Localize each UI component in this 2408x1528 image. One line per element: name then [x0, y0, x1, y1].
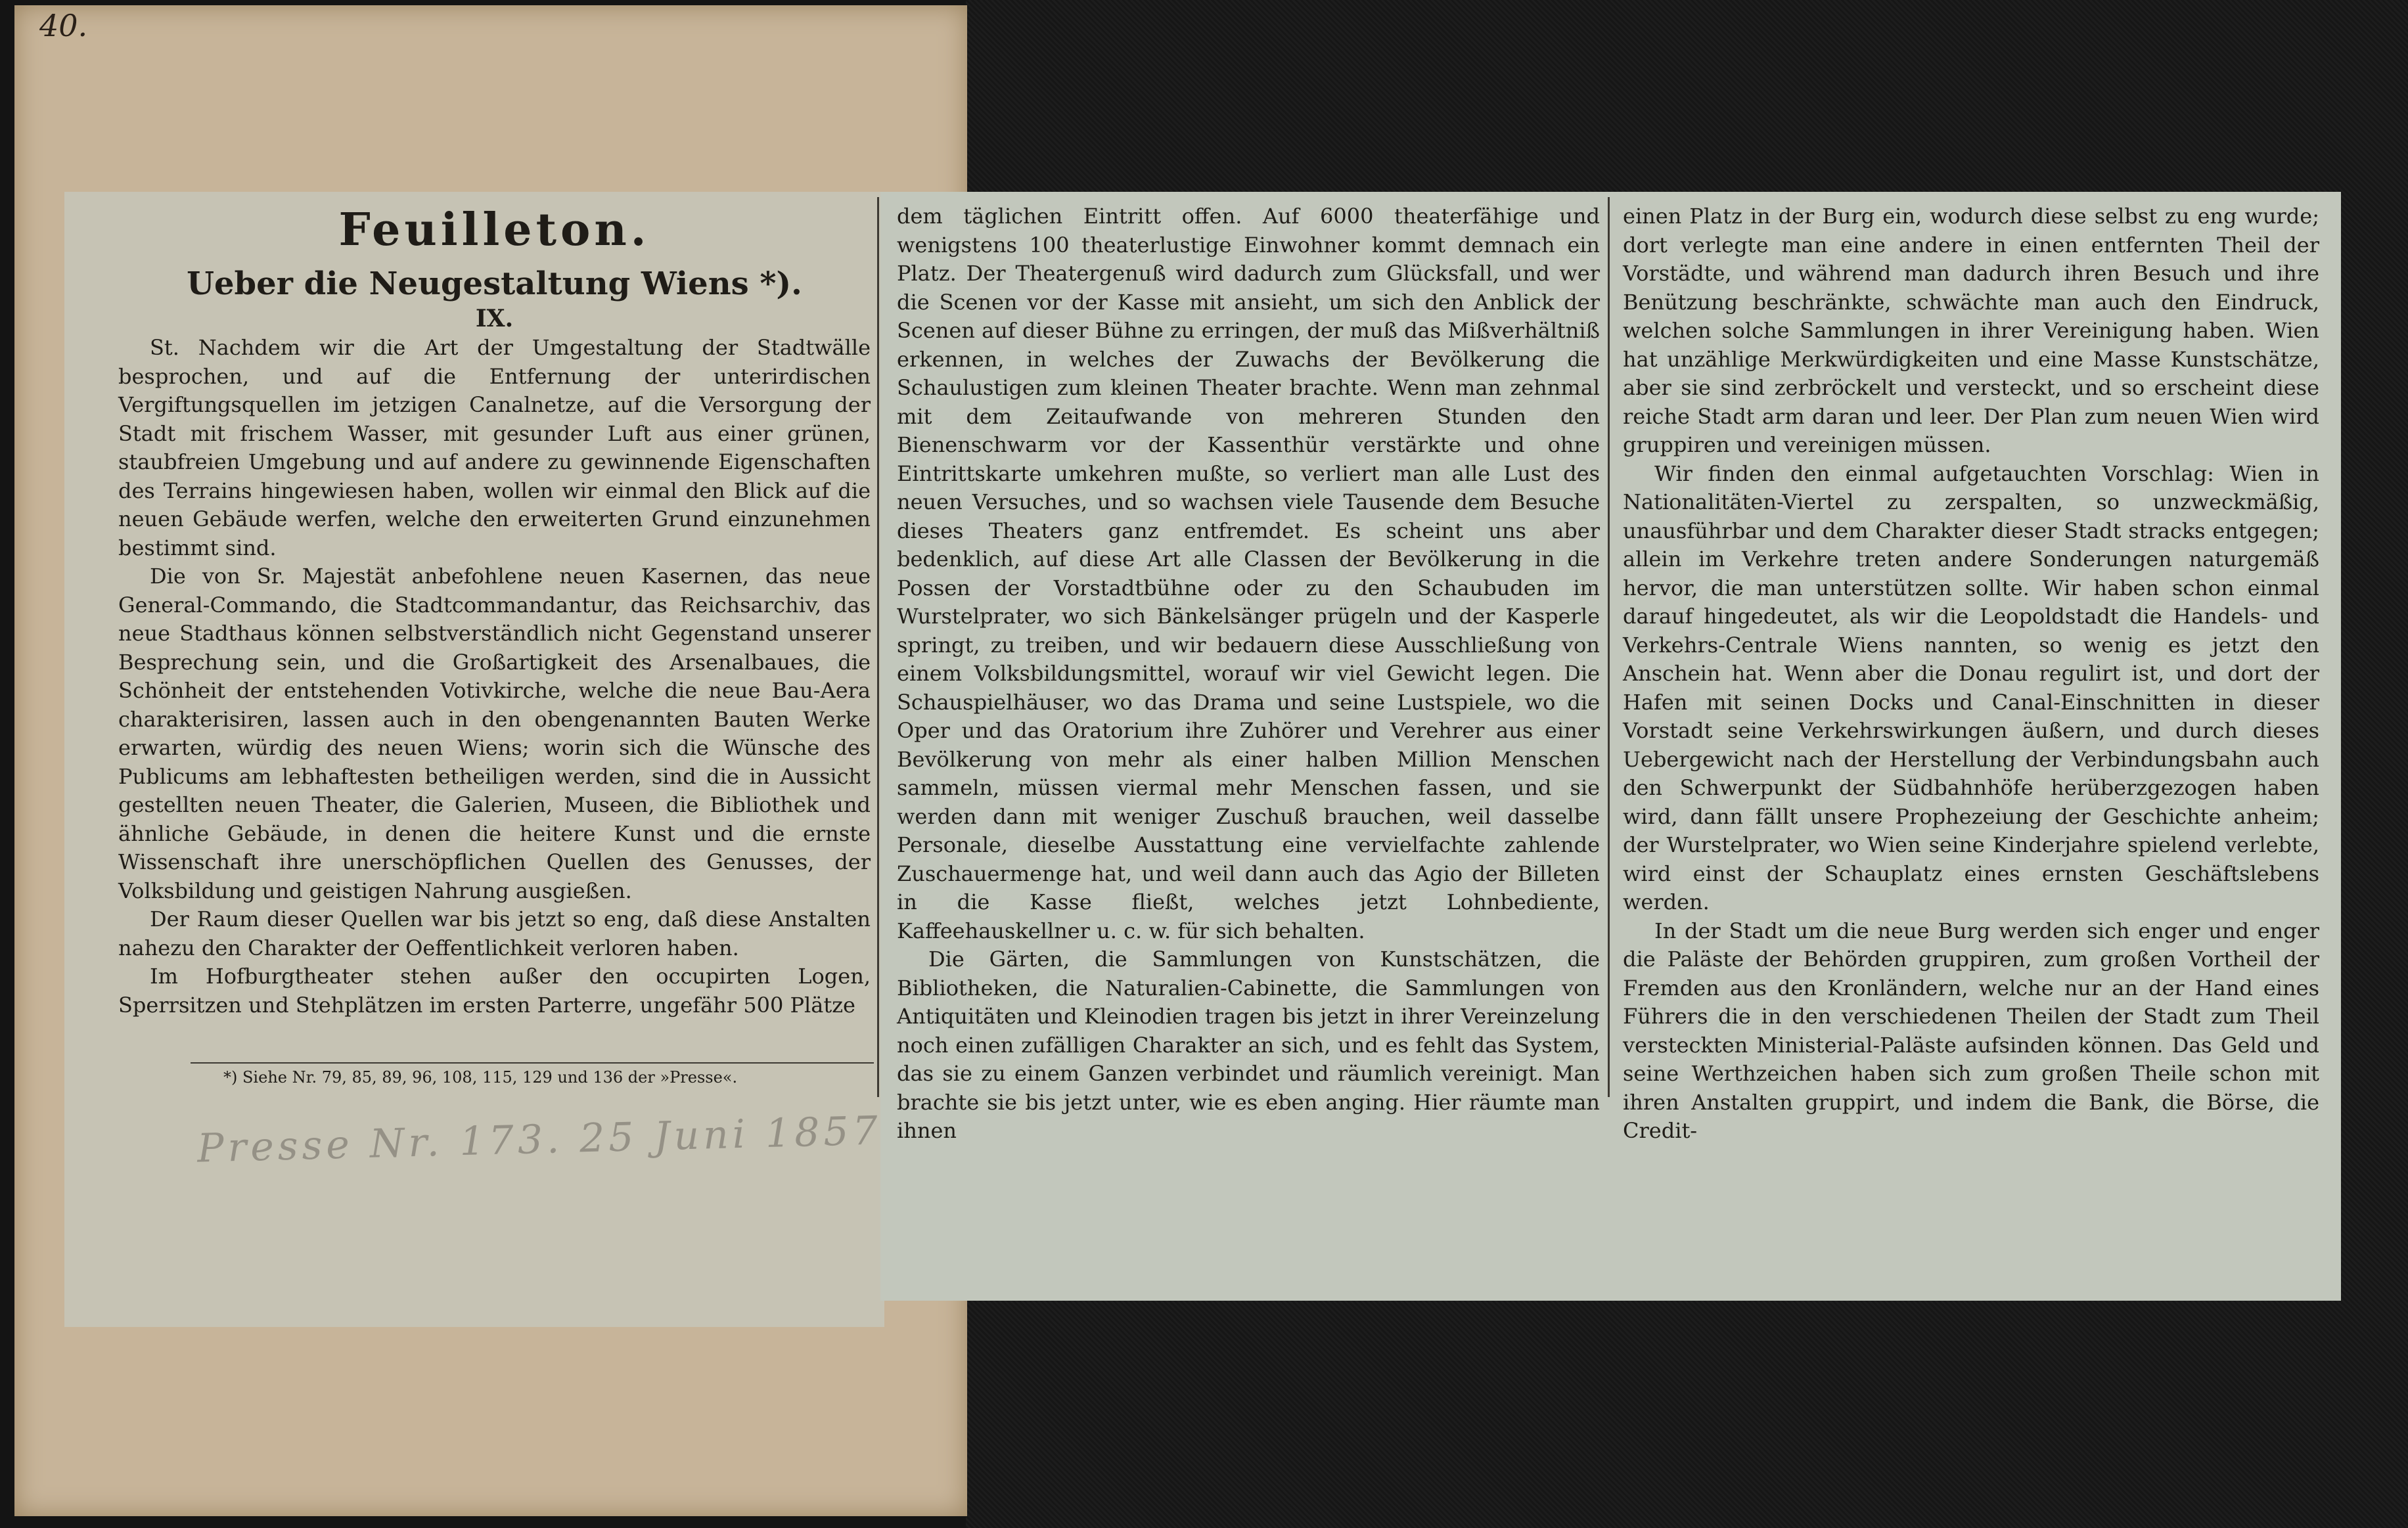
paragraph: dem täglichen Eintritt offen. Auf 6000 theaterfähige und wenigstens 100 theaterlustige Einwohner kommt demnach ein Platz. Der Theatergenuß wird dadurch zum Glücksfall, und wer die Scenen vor der Kasse mit ansieht, um sich den Anblick der Scenen auf dieser Bühne zu erringen, der muß das Mißverhältniß erkennen, in welches der Zuwachs der Bevölkerung die Schaulustigen zum kleinen Theater brachte. Wenn man zehnmal mit dem Zeitaufwande von mehreren Stunden den Bienenschwarm vor der Kassenthür verstärkte und ohne Eintrittskarte umkehren mußte, so verliert man alle Lust des neuen Versuches, und so wachsen viele Tausende dem Besuche dieses Theaters ganz entfremdet. Es scheint uns aber bedenklich, auf diese Art alle Classen der Bevölkerung in die Possen der Vorstadtbühne oder zu den Schaubuden im Wurstelprater, wo sich Bänkelsänger prügeln und der Kasperle springt, zu treiben, und wir bedauern diese Ausschließung von einem Volksbildungsmittel, worauf wir viel Gewicht legen. Die Schauspielhäuser, wo das Drama und seine Lustspiele, wo die Oper und das Oratorium ihre Zuhörer und Verehrer aus einer Bevölkerung von mehr als einer halben Million Menschen sammeln, müssen viermal mehr Menschen fassen, und sie werden dann mit weniger Zuschuß brauchen, weil dasselbe Personale, dieselbe Ausstattung eine vervielfachte zahlende Zuschauermenge hat, und weil dann auch das Agio der Billeten in die Kasse fließt, welches jetzt Lohnbediente, Kaffeehauskellner u. c. w. für sich behalten.	[897, 204, 1600, 943]
article-column-3	[1623, 202, 2319, 1146]
paragraph: Die von Sr. Majestät anbefohlene neuen Kasernen, das neue General-Commando, die Stadtcommandantur, das Reichsarchiv, das neue Stadthaus können selbstverständlich nicht Gegenstand unserer Besprechung sein, und die Großartigkeit des Arsenalbaues, die Schönheit der entstehenden Votivkirche, welche die neue Bau-Aera charakterisiren, lassen auch in den obengenannten Bauten Werke erwarten, würdig des neuen Wiens; worin sich die Wünsche des Publicums am lebhaftesten betheiligen werden, sind die in Aussicht gestellten neuen Theater, die Galerien, Museen, die Bibliothek und ähnliche Gebäude, in denen die heitere Kunst und die ernste Wissenschaft ihre unerschöpflichen Quellen des Genusses, der Volksbildung und geistigen Nahrung ausgießen.	[118, 564, 871, 903]
article-column-1	[118, 202, 871, 1020]
paragraph: In der Stadt um die neue Burg werden sich enger und enger die Paläste der Behörden gruppiren, zum großen Vortheil der Fremden aus den Kronländern, welche nur an der Hand eines Führers die in den verschiedenen Theilen der Stadt zum Theil versteckten Ministerial-Paläste aufsinden können. Das Geld und seine Werthzeichen haben sich zum großen Theile schon mit ihren Anstalten gruppirt, und indem die Bank, die Börse, die Credit-	[1623, 918, 2319, 1143]
paragraph: Der Raum dieser Quellen war bis jetzt so eng, daß diese Anstalten nahezu den Charakter der Oeffentlichkeit verloren haben.	[118, 907, 871, 960]
section-number: IX.	[475, 305, 514, 332]
paragraph: St. Nachdem wir die Art der Umgestaltung der Stadtwälle besprochen, und auf die Entfernung der unterirdischen Vergiftungsquellen im jetzigen Canalnetze, auf die Versorgung der Stadt mit frischem Wasser, mit gesunder Luft aus einer grünen, staubfreien Umgebung und auf andere zu gewinnende Eigenschaften des Terrains hingewiesen haben, wollen wir einmal den Blick auf die neuen Gebäude werfen, welche den erweiterten Grund einzunehmen bestimmt sind.	[118, 335, 871, 560]
column-rule	[1608, 197, 1610, 1097]
pencil-annotation: Presse Nr. 173. 25 Juni 1857	[196, 1108, 882, 1172]
feuilleton-title: Feuilleton.	[338, 204, 650, 256]
footnote: *) Siehe Nr. 79, 85, 89, 96, 108, 115, 129 und 136 der »Presse«.	[223, 1068, 738, 1087]
paragraph: einen Platz in der Burg ein, wodurch diese selbst zu eng wurde; dort verlegte man eine andere in einen entfernten Theil der Vorstädte, und während man dadurch ihren Besuch und ihre Benützung beschränkte, schwächte man auch den Eindruck, welchen solche Sammlungen in ihrer Vereinigung haben. Wien hat unzählige Merkwürdigkeiten und eine Masse Kunstschätze, aber sie sind zerbröckelt und versteckt, und so erscheint diese reiche Stadt arm daran und leer. Der Plan zum neuen Wien wird gruppiren und vereinigen müssen.	[1623, 204, 2319, 457]
paragraph: Wir finden den einmal aufgetauchten Vorschlag: Wien in Nationalitäten-Viertel zu zerspalten, so unzweckmäßig, unausführbar und dem Charakter dieser Stadt stracks entgegen; allein im Verkehre treten andere Sonderungen naturgemäß hervor, die man unterstützen sollte. Wir haben schon einmal darauf hingedeutet, als wir die Leopoldstadt die Handels- und Verkehrs-Centrale Wiens nannten, so wenig es jetzt den Anschein hat. Wenn aber die Donau regulirt ist, und dort der Hafen mit seinen Docks und Canal-Einschnitten in dieser Vorstadt seine Verkehrswirkungen äußern, und durch dieses Uebergewicht nach der Herstellung der Verbindungsbahn auch den Schwerpunkt der Südbahnhöfe herüberzgezogen haben wird, dann fällt unsere Prophezeiung der Geschichte anheim; der Wurstelprater, wo Wien seine Kinderjahre spielend verlebte, wird einst der Schauplatz eines ernsten Geschäftslebens werden.	[1623, 461, 2319, 914]
page-number: 40.	[39, 8, 88, 43]
paragraph: Die Gärten, die Sammlungen von Kunstschätzen, die Bibliotheken, die Naturalien-Cabinette, die Sammlungen von Antiquitäten und Kleinodien tragen bis jetzt in ihrer Vereinzelung noch einen zufälligen Charakter an sich, und es fehlt das System, das sie zu einem Ganzen verbindet und räumlich vereinigt. Man brachte sie bis jetzt unter, wie es eben anging. Hier räumte man ihnen	[897, 947, 1600, 1143]
footnote-rule	[191, 1062, 874, 1064]
article-subtitle: Ueber die Neugestaltung Wiens *).	[187, 265, 802, 302]
column-rule	[877, 197, 879, 1097]
paragraph: Im Hofburgtheater stehen außer den occupirten Logen, Sperrsitzen und Stehplätzen im ersten Parterre, ungefähr 500 Plätze	[118, 964, 871, 1018]
article-column-2	[897, 202, 1600, 1146]
